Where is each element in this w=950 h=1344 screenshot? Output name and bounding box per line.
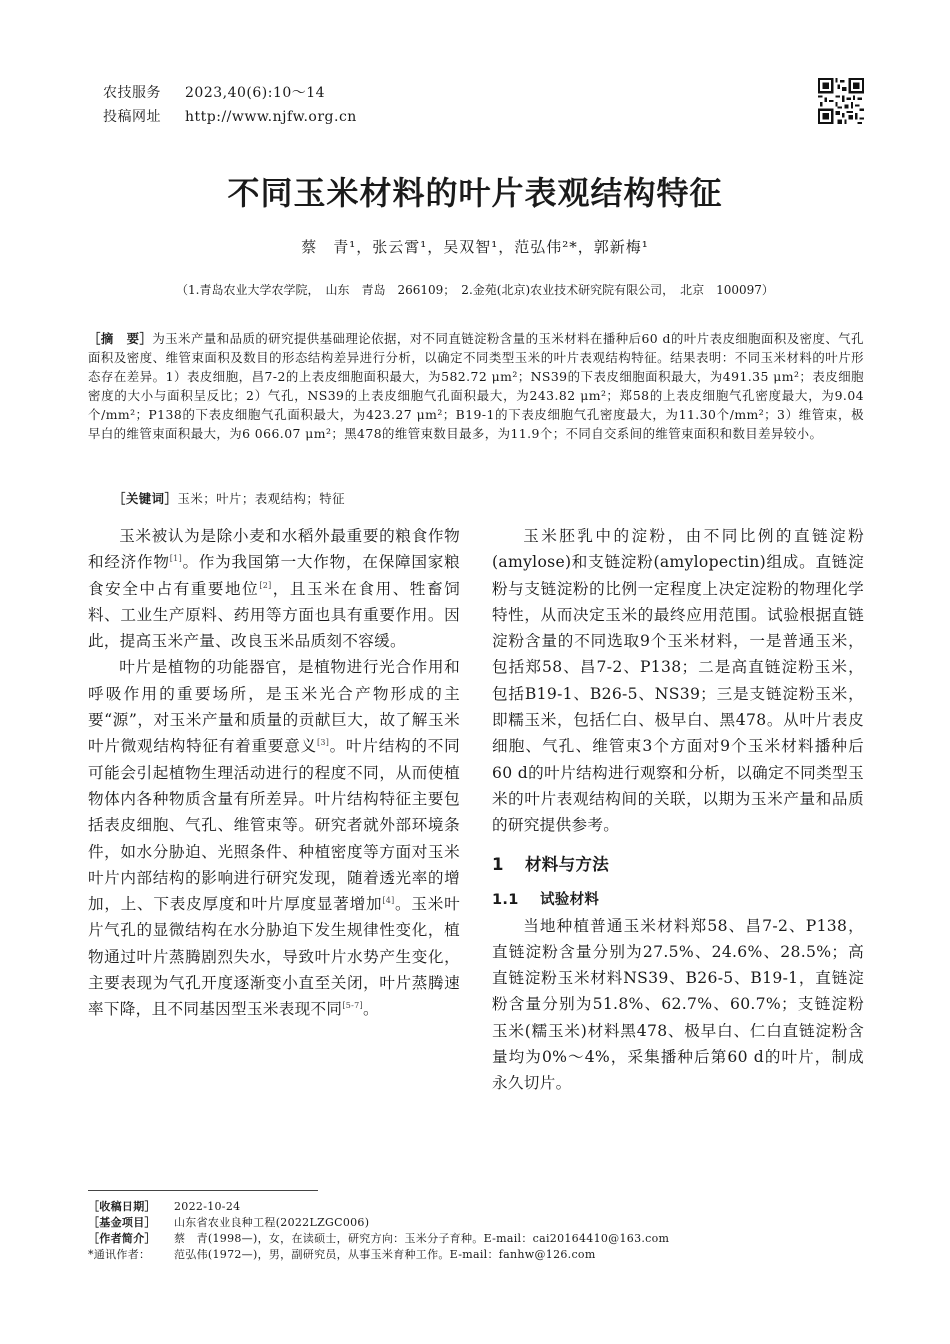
keywords-tag: ［关键词］: [113, 491, 178, 506]
left-column: [88, 523, 460, 1023]
citation[interactable]: [4]: [382, 895, 395, 905]
footnote-label: *通讯作者：: [88, 1248, 151, 1261]
affiliation: （1.青岛农业大学农学院， 山东 青岛 266109； 2.金苑(北京)农业技术研究院有限公司， 北京 100097）: [176, 283, 774, 297]
footnote-label: ［基金项目］: [88, 1216, 156, 1229]
text-run: 。作为我国第一大作物，在保障国家粮食安全中占有重要地位: [88, 553, 460, 598]
paragraph: 玉米胚乳中的淀粉，由不同比例的直链淀粉(amylose)和支链淀粉(amylopectin)组成。直链淀粉与支链淀粉的比例一定程度上决定淀粉的物理化学特性，从而决定玉米的最终应用范围。试验根据直链淀粉含量的不同选取9个玉米材料，一是普通玉米，包括郑58、昌7-2、P138；二是高直链淀粉玉米，包括B19-1、B26-5、NS39；三是支链淀粉玉米，即糯玉米，包括仁白、极早白、黑478。从叶片表皮细胞、气孔、维管束3个方面对9个玉米材料播种后60 d的叶片结构进行观察和分析，以确定不同类型玉米的叶片表观结构间的关联，以期为玉米产量和品质的研究提供参考。: [492, 527, 864, 835]
text-run: 玉米被认为是除小麦和水稻外最重要的粮食作物和经济作物: [88, 527, 460, 572]
citation[interactable]: [1]: [169, 554, 182, 564]
footnote-value: 范弘伟(1972—)，男，副研究员，从事玉米育种工作。E-mail：fanhw@126.com: [174, 1248, 596, 1261]
text-run: 。: [362, 1000, 379, 1019]
site-label: 投稿网址: [103, 109, 161, 125]
footnote-received: [88, 1198, 240, 1214]
journal-line: [103, 82, 325, 102]
section-heading: [492, 852, 864, 878]
footnote-value: 2022-10-24: [174, 1200, 241, 1213]
paragraph: [88, 523, 460, 654]
paragraph: [88, 654, 460, 1022]
footnote-author: [88, 1230, 669, 1246]
citation[interactable]: [3]: [316, 738, 330, 748]
site-line: [103, 106, 357, 126]
subsection-number: 1.1: [492, 891, 519, 908]
journal-info: 2023,40(6):10～14: [185, 85, 326, 101]
site-url[interactable]: http://www.njfw.org.cn: [185, 109, 357, 125]
text-run: 。叶片结构的不同可能会引起植物生理活动进行的程度不同，从而使植物体内各种物质含量有所差异。叶片结构特征主要包括表皮细胞、气孔、维管束等。研究者就外部环境条件，如水分胁迫、光照条件、种植密度等方面对玉米叶片内部结构的影响进行研究发现，随着透光率的增加，上、下表皮厚度和叶片厚度显著增加: [88, 737, 460, 914]
text-run: ，且玉米在食用、牲畜饲料、工业生产原料、药用等方面也具有重要作用。因此，提高玉米产量、改良玉米品质刻不容缓。: [88, 579, 460, 651]
text-run: 。玉米叶片气孔的显微结构在水分胁迫下发生规律性变化，植物通过叶片蒸腾剧烈失水，导致叶片水势产生变化，主要表现为气孔开度逐渐变小直至关闭，叶片蒸腾速率下降，且不同基因型玉米表现不同: [88, 895, 461, 1019]
subsection-heading: [492, 887, 864, 913]
footnote-label: ［收稿日期］: [88, 1200, 156, 1213]
journal-label: 农技服务: [103, 85, 161, 101]
citation[interactable]: [2]: [259, 580, 272, 590]
abstract-tag: ［摘 要］: [88, 331, 153, 346]
footnote-value: 山东省农业良种工程(2022LZGC006): [174, 1216, 370, 1229]
footnote-divider: [88, 1190, 318, 1191]
footnote-corresponding: [88, 1246, 596, 1262]
keywords-text: 玉米；叶片；表观结构；特征: [177, 491, 346, 506]
section-number: 1: [492, 854, 504, 874]
footnote-fund: [88, 1214, 369, 1230]
footnote-value: 蔡 青(1998—)，女，在读硕士，研究方向：玉米分子育种。E-mail：cai20164410@163.com: [174, 1232, 670, 1245]
qr-code-icon: [818, 78, 864, 124]
text-run: 叶片是植物的功能器官，是植物进行光合作用和呼吸作用的重要场所，是玉米光合产物形成的主要“源”，对玉米产量和质量的贡献巨大，故了解玉米叶片微观结构特征有着重要意义: [88, 658, 460, 756]
right-column: [492, 523, 864, 1097]
abstract-text: 为玉米产量和品质的研究提供基础理论依据，对不同直链淀粉含量的玉米材料在播种后60 d的叶片表皮细胞面积及密度、气孔面积及密度、维管束面积及数目的形态结构差异进行分析，以确定不同类型玉米的叶片表观结构特征。结果表明：不同玉米材料的叶片形态存在差异。1）表皮细胞，昌7-2的上表皮细胞面积最大，为582.72 μm²；NS39的下表皮细胞面积最大，为491.35 μm²；表皮细胞密度的大小与面积呈反比；2）气孔，NS39的上表皮细胞气孔面积最大，为243.82 μm²；郑58的上表皮细胞气孔密度最大，为9.04个/mm²；P138的下表皮细胞气孔面积最大，为423.27 μm²；B19-1的下表皮细胞气孔密度最大，为11.30个/mm²；3）维管束，极早白的维管束面积最大，为6 066.07 μm²；黑478的维管束数目最多，为11.9个；不同自交系间的维管束面积和数目差异较小。: [88, 331, 864, 441]
subsection-title: 试验材料: [540, 891, 600, 908]
authors: 蔡 青¹，张云霄¹，吴双智¹，范弘伟²*，郭新梅¹: [301, 238, 649, 256]
footnote-label: ［作者简介］: [88, 1232, 156, 1245]
paragraph: 当地种植普通玉米材料郑58、昌7-2、P138，直链淀粉含量分别为27.5%、24.6%、28.5%；高直链淀粉玉米材料NS39、B26-5、B19-1，直链淀粉含量分别为51.8%、62.7%、60.7%；支链淀粉玉米(糯玉米)材料黑478、极早白、仁白直链淀粉含量均为0%～4%，采集播种后第60 d的叶片，制成永久切片。: [492, 916, 864, 1093]
abstract: [88, 330, 864, 443]
section-title: 材料与方法: [525, 854, 609, 874]
citation[interactable]: [5-7]: [342, 1001, 363, 1011]
keywords: [113, 489, 345, 507]
paper-title: 不同玉米材料的叶片表观结构特征: [227, 174, 723, 212]
